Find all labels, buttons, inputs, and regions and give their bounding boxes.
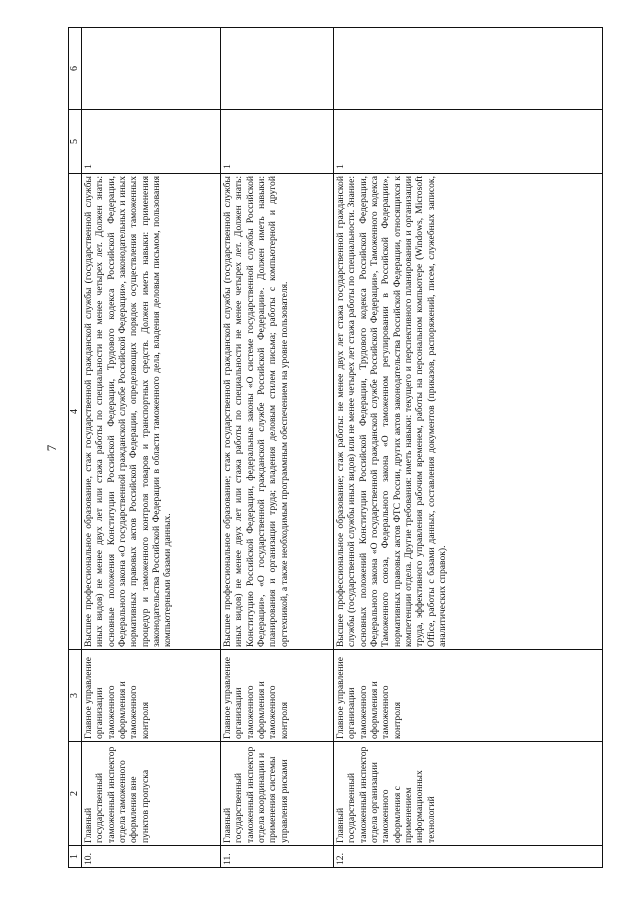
table-row	[82, 28, 221, 868]
requirements-cell: Высшее профессиональное образование, стаж государственной гражданской службы (государственной службы иных видов) не менее двух лет или стажа работы по специальности не менее четырех лет. Должен знать: основные положения Конституции Российской Федерации, Трудового кодекса Российской Федерации, Федерального закона «О государственной гражданской службе Российской Федерации», законодательных и иных нормативных правовых актов Российской Федерации, определяющих порядок осуществления таможенных процедур и таможенного контроля товаров и транспортных средств. Должен иметь навыки: применения законодательства Российской Федерации в области таможенного дела, владения деловым письмом, пользования компьютерными базами данных.	[82, 174, 221, 650]
page-number: 7	[44, 444, 59, 452]
department-cell: Главное управление организации таможенного оформления и таможенного контроля	[221, 650, 334, 742]
count-cell: 1	[82, 110, 221, 174]
department-cell: Главное управление организации таможенного оформления и таможенного контроля	[82, 650, 221, 742]
count-cell: 1	[221, 110, 334, 174]
header-cell: 2	[69, 742, 82, 846]
header-cell: 3	[69, 650, 82, 742]
department-cell: Главное управление организации таможенного оформления и таможенного контроля	[334, 650, 603, 742]
position-cell: Главный государственный таможенный инспектор отдела таможенного оформления вне пунктов пропуска	[82, 742, 221, 846]
requirements-cell: Высшее профессиональное образование; стаж государственной гражданской службы (государственной службы иных видов) не менее двух лет или стажа работы по специальности не менее четырех лет. Должен знать: Конституцию Российской Федерации, федеральные законы «О системе государственной службы Российской Федерации», «О государственной гражданской службе Российской Федерации». Должен иметь навыки: планирования и организации труда; владения деловым стилем письма; работы с компьютерной и другой оргтехникой, а также необходимым программным обеспечением на уровне пользователя.	[221, 174, 334, 650]
table-row	[334, 28, 603, 868]
table-header-row	[69, 28, 82, 868]
requirements-cell: Высшее профессиональное образование; стаж работы: не менее двух лет стажа государственной гражданской службы (государственной службы иных видов) или не менее четырех лет стажа работы по специальности. Знание: основных положений Конституции Российской Федерации, Трудового кодекса Российской Федерации, Федерального закона «О государственной гражданской службе Российской Федерации», Таможенного кодекса Таможенного союза, Федерального закона «О таможенном регулировании в Российской Федерации», нормативных правовых актов ФТС России, других актов законодательства Российской Федерации, относящихся к компетенции отдела. Другие требования: иметь навыки: текущего и перспективного планирования и организации труда, эффективного управления рабочим временем, работы на персональном компьютере (Windows, Microsoft Office, работы с базами данных, составления документов (приказов, распоряжений, писем, служебных записок, аналитических справок).	[334, 174, 603, 650]
header-cell: 5	[69, 110, 82, 174]
row-number: 12.	[334, 846, 603, 868]
row-number: 11.	[221, 846, 334, 868]
count-cell: 1	[334, 110, 603, 174]
position-cell: Главный государственный таможенный инспектор отдела координации и применения системы управления рисками	[221, 742, 334, 846]
header-cell: 4	[69, 174, 82, 650]
header-cell: 1	[69, 846, 82, 868]
requirements-table	[68, 27, 603, 868]
position-cell: Главный государственный таможенный инспектор отдела организации таможенного оформления с применением информационных технологий	[334, 742, 603, 846]
row-number: 10.	[82, 846, 221, 868]
note-cell	[82, 28, 221, 110]
note-cell	[221, 28, 334, 110]
table-row	[221, 28, 334, 868]
header-cell: 6	[69, 28, 82, 110]
rotated-page	[38, 28, 598, 868]
note-cell	[334, 28, 603, 110]
